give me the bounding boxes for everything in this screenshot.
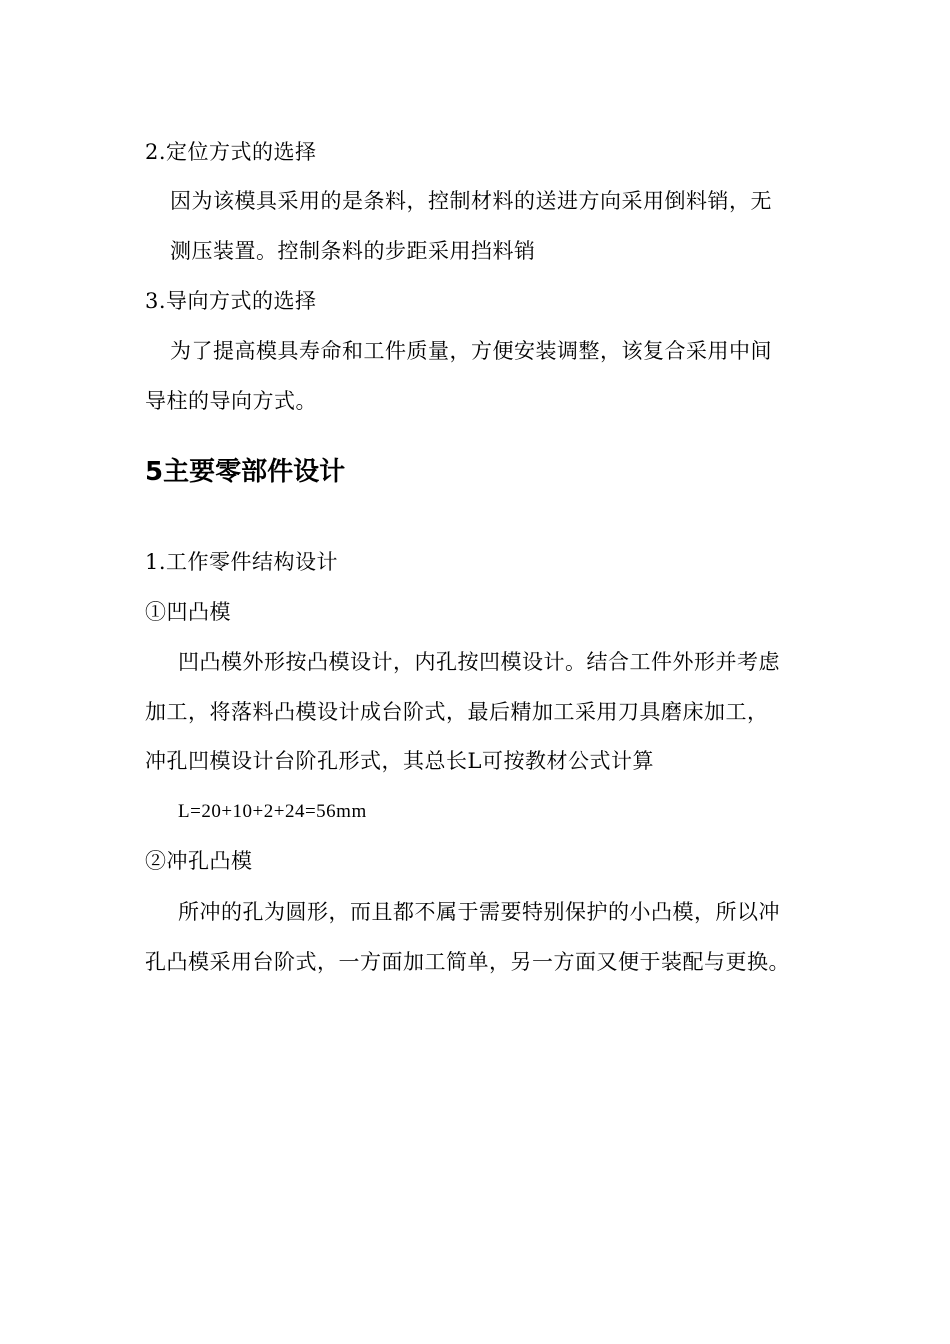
section-2-paragraph-line-2: 测压装置。控制条料的步距采用挡料销 xyxy=(170,239,536,263)
section-3-paragraph-line-2: 导柱的导向方式。 xyxy=(145,389,317,413)
chapter-5-heading: 5主要零部件设计 xyxy=(145,457,346,487)
item-2-title: ②冲孔凸模 xyxy=(145,849,253,873)
section-2-paragraph-line-1: 因为该模具采用的是条料，控制材料的送进方向采用倒料销，无 xyxy=(170,189,772,213)
item-2-paragraph-line-1: 所冲的孔为圆形，而且都不属于需要特别保护的小凸模，所以冲 xyxy=(178,900,780,924)
item-1-formula: L=20+10+2+24=56mm xyxy=(178,801,367,822)
subsection-1-title: 1.工作零件结构设计 xyxy=(145,550,339,574)
item-1-paragraph-line-3: 冲孔凹模设计台阶孔形式，其总长L可按教材公式计算 xyxy=(145,749,654,773)
item-2-paragraph-line-2: 孔凸模采用台阶式，一方面加工简单，另一方面又便于装配与更换。 xyxy=(145,950,790,974)
item-1-paragraph-line-2: 加工，将落料凸模设计成台阶式，最后精加工采用刀具磨床加工， xyxy=(145,700,769,724)
section-3-title: 3.导向方式的选择 xyxy=(145,289,317,313)
section-2-title: 2.定位方式的选择 xyxy=(145,140,317,164)
section-3-paragraph-line-1: 为了提高模具寿命和工件质量，方便安装调整，该复合采用中间 xyxy=(170,339,772,363)
item-1-title: ①凹凸模 xyxy=(145,600,231,624)
item-1-paragraph-line-1: 凹凸模外形按凸模设计，内孔按凹模设计。结合工件外形并考虑 xyxy=(178,650,780,674)
